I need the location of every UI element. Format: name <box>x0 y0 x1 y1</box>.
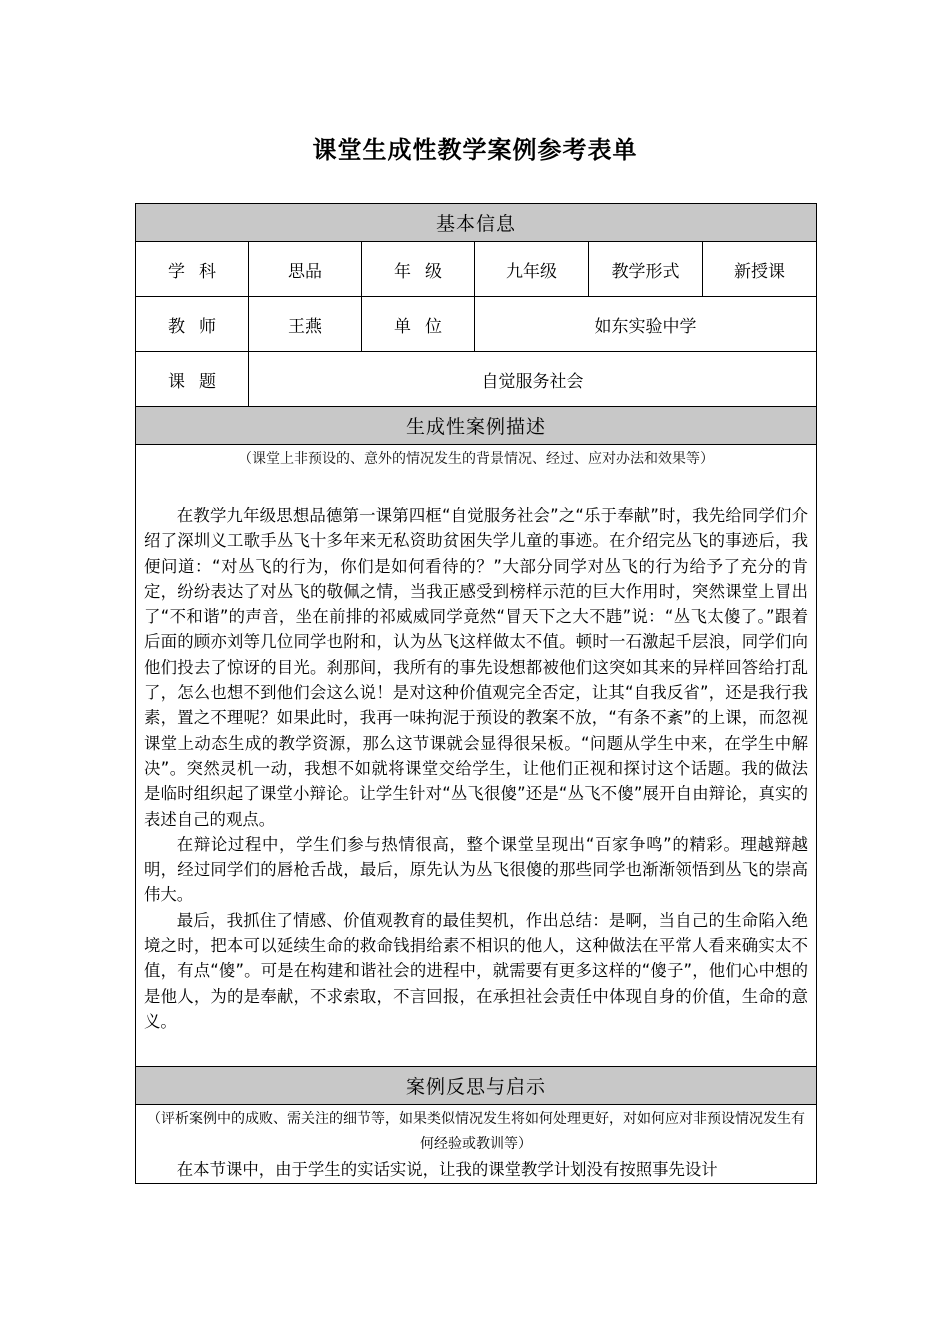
description-paragraph: 在教学九年级思想品德第一课第四框“自觉服务社会”之“乐于奉献”时，我先给同学们介绍了深圳义工歌手丛飞十多年来无私资助贫困失学儿童的事迹。在介绍完丛飞的事迹后，我便问道：“对丛飞的行为，你们是如何看待的？”大部分同学对丛飞的行为给予了充分的肯定，纷纷表达了对丛飞的敬佩之情，当我正感受到榜样示范的巨大作用时，突然课堂上冒出了“不和谐”的声音，坐在前排的祁威威同学竟然“冒天下之大不韪”说：“丛飞太傻了。”跟着后面的顾亦刘等几位同学也附和，认为丛飞这样做太不值。顿时一石激起千层浪，同学们向他们投去了惊讶的目光。刹那间，我所有的事先设想都被他们这突如其来的异样回答给打乱了，怎么也想不到他们会这么说！是对这种价值观完全否定，让其“自我反省”，还是我行我素，置之不理呢？如果此时，我再一味拘泥于预设的教案不放，“有条不紊”的上课，而忽视课堂上动态生成的教学资源，那么这节课就会显得很呆板。“问题从学生中来，在学生中解决”。突然灵机一动，我想不如就将课堂交给学生，让他们正视和探讨这个话题。我的做法是临时组织起了课堂小辩论。让学生针对“丛飞很傻”还是“丛飞不傻”展开自由辩论，真实的表述自己的观点。 <box>144 506 809 829</box>
basic-info-header: 基本信息 <box>136 204 817 242</box>
reflection-note: （评析案例中的成败、需关注的细节等，如果类似情况发生将如何处理更好，对如何应对非预设情况发生有何经验或教训等） <box>147 1111 805 1153</box>
description-paragraph: 最后，我抓住了情感、价值观教育的最佳契机，作出总结：是啊，当自己的生命陷入绝境之时，把本可以延续生命的救命钱捐给素不相识的他人，这种做法在平常人看来确实太不值，有点“傻”。可是在构建和谐社会的进程中，就需要有更多这样的“傻子”，他们心中想的是他人，为的是奉献，不求索取，不言回报，在承担社会责任中体现自身的价值，生命的意义。 <box>144 910 809 1031</box>
teaching-form-label: 教学形式 <box>589 242 703 297</box>
teacher-value: 王燕 <box>249 297 362 352</box>
description-header: 生成性案例描述 <box>136 407 817 445</box>
unit-label: 单位 <box>362 297 475 352</box>
case-form-table <box>135 203 817 1184</box>
unit-value: 如东实验中学 <box>475 297 817 352</box>
topic-label: 课题 <box>136 352 249 407</box>
reflection-paragraph: 在本节课中，由于学生的实话实说，让我的课堂教学计划没有按照事先设计 <box>176 1160 718 1180</box>
teacher-label: 教师 <box>136 297 249 352</box>
topic-value: 自觉服务社会 <box>249 352 817 407</box>
teaching-form-value: 新授课 <box>703 242 817 297</box>
page-title: 课堂生成性教学案例参考表单 <box>312 136 638 164</box>
reflection-body <box>136 1105 817 1183</box>
description-note: （课堂上非预设的、意外的情况发生的背景情况、经过、应对办法和效果等） <box>238 451 714 467</box>
subject-value: 思品 <box>249 242 362 297</box>
grade-value: 九年级 <box>475 242 589 297</box>
reflection-header: 案例反思与启示 <box>136 1067 817 1105</box>
subject-label: 学科 <box>136 242 249 297</box>
grade-label: 年级 <box>362 242 475 297</box>
description-body <box>136 445 817 1067</box>
description-paragraph: 在辩论过程中，学生们参与热情很高，整个课堂呈现出“百家争鸣”的精彩。理越辩越明，经过同学们的唇枪舌战，最后，原先认为丛飞很傻的那些同学也渐渐领悟到丛飞的崇高伟大。 <box>144 834 809 905</box>
